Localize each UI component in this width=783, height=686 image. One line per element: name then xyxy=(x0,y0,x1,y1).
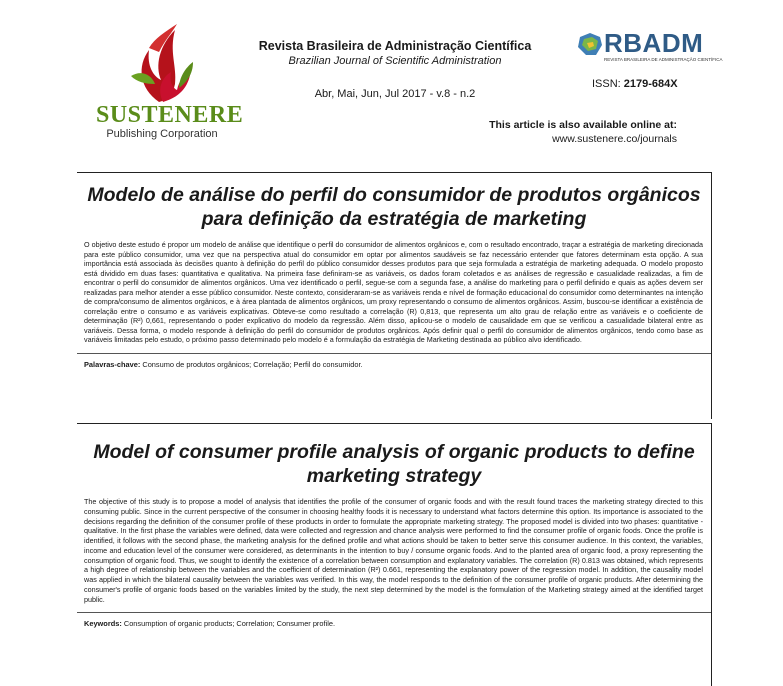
rbadm-tagline: REVISTA BRASILEIRA DE ADMINISTRAÇÃO CIENTÍFICA xyxy=(604,57,723,62)
keywords-label-en: Keywords: xyxy=(84,619,122,629)
divider xyxy=(77,612,711,613)
journal-title: Revista Brasileira de Administração Científica xyxy=(258,39,532,53)
keywords-label-pt: Palavras-chave: xyxy=(84,360,141,370)
brazil-map-icon xyxy=(576,31,604,57)
abstract-box-english xyxy=(77,423,712,686)
article-title-pt: Modelo de análise do perfil do consumidor de produtos orgânicos para definição da estratégia de marketing xyxy=(87,184,701,230)
publisher-logo xyxy=(96,18,244,143)
abstract-box-portuguese xyxy=(77,172,712,419)
journal-subtitle: Brazilian Journal of Scientific Administration xyxy=(288,55,502,67)
keywords-en xyxy=(84,619,711,629)
article-title-en: Model of consumer profile analysis of organic products to define marketing strategy xyxy=(93,441,695,487)
publisher-subtitle: Publishing Corporation xyxy=(106,128,218,140)
online-label: This article is also available online at: xyxy=(489,119,677,131)
flame-leaves-icon xyxy=(119,18,205,104)
keywords-value-pt: Consumo de produtos orgânicos; Correlação; Perfil do consumidor. xyxy=(142,360,363,370)
issn-label: ISSN: xyxy=(592,78,621,90)
rbadm-wordmark: RBADM xyxy=(604,28,704,58)
rbadm-logo xyxy=(574,28,723,64)
issn-value: 2179-684X xyxy=(623,78,678,90)
journal-issue: Abr, Mai, Jun, Jul 2017 - v.8 - n.2 xyxy=(314,88,476,100)
divider xyxy=(77,353,711,354)
keywords-value-en: Consumption of organic products; Correlation; Consumer profile. xyxy=(123,619,336,629)
issn xyxy=(592,77,678,91)
online-url-link[interactable]: www.sustenere.co/journals xyxy=(552,133,677,145)
publisher-name: SUSTENERE xyxy=(96,102,244,128)
journal-header xyxy=(240,38,550,101)
abstract-pt: O objetivo deste estudo é propor um modelo de análise que identifique o perfil do consumidor de alimentos orgânicos e, com o resultado encontrado, traçar a estratégia de marketing direcionada para este público consumidor, uma vez que na perspectiva atual do consumidor em optar por alimentos saudáveis se faz necessário entender que fatores determinam esta opção. A sua importância está associada às decisões quanto à definição do perfil do público consumidor desses produtos para que seja formulada a estratégia de marketing adequada. O modelo proposto está dividido em duas fases: quantitativa e qualitativa. Na primeira fase definiram-se as variáveis, os dados foram coletados e as análises de regressão e casualidade realizadas, a fim de encontrar o perfil do consumidor de alimentos orgânicos. Uma vez identificado o perfil, segue-se com a segunda fase, a análise do marketing para o perfil definido e quais as ações devem ser realizadas para melhor atender a esse público consumidor. Neste contexto, consideraram-se as variáveis renda e nível de formação educacional do consumidor como determinantes na intenção de compra/consumo de alimentos orgânicos, e à área plantada de alimentos orgânicos, um proxy representando o consumo de alimentos orgânicos. Assim, buscou-se identificar a existência de correlação entre o consumo e as variáveis explicativas. Obteve-se como resultado a correlação (R) 0,813, que representa um alto grau de relação entre as variáveis e o coeficiente de determinação (R²) 0,661, representando o poder explicativo do modelo da regressão. Além disso, aplicou-se o modelo de causalidade em que se verificou a casualidade bilateral entre as variáveis. Dessa forma, o modelo responde à definição do perfil do consumidor de produtos orgânicos. Após definir qual o perfil do consumidor de alimentos orgânicos, tendo como base as variáveis limitadas pelo estudo, o próximo passo determinado pelo modelo é a formulação da estratégia de Marketing destinada ao público alvo identificado. xyxy=(84,240,703,345)
keywords-pt xyxy=(84,360,711,370)
online-availability xyxy=(489,118,677,146)
abstract-en: The objective of this study is to propose a model of analysis that identifies the profile of the consumer of organic foods and with the result found traces the marketing strategy directed to this consuming public. Since in the current perspective of the consumer in choosing healthy foods it is necessary to understand what factors determine this option. Its importance is associated to the decisions regarding the definition of the consumer profile of these products in order to formulate the appropriate marketing strategy. The proposed model is divided into two phases: quantitative - qualitative. In the first phase the variables were defined, data were collected and regression and chance analysis were performed to find the consumer profile of organic foods. Once the profile is identified, it follows with the second phase, the marketing analysis for the defined profile and what actions should be taken to better serve this consumer audience. In this context, the variables, income and education level of the consumer were considered, as determinants in the intention to buy / consume organic foods. And to the planted area of organic food, a proxy representing the consumption of organic food. Thus, we sought to identify the existence of a correlation between consumption and explanatory variables. The correlation (R) 0.813 was obtained, which represents a high degree of relationship between the variables and the coefficient of determination (R²) 0.661, representing the explanatory power of the regression model. In addition, the causality model was applied in which the bilateral causality between the variables was verified. In this way, the model responds to the definition of the consumer profile of organic products. After determining the consumer's profile of organic foods based on the variables limited by the study, the next step determined by the model is the formulation of the Marketing strategy aimed at the identified target public. xyxy=(84,497,703,604)
